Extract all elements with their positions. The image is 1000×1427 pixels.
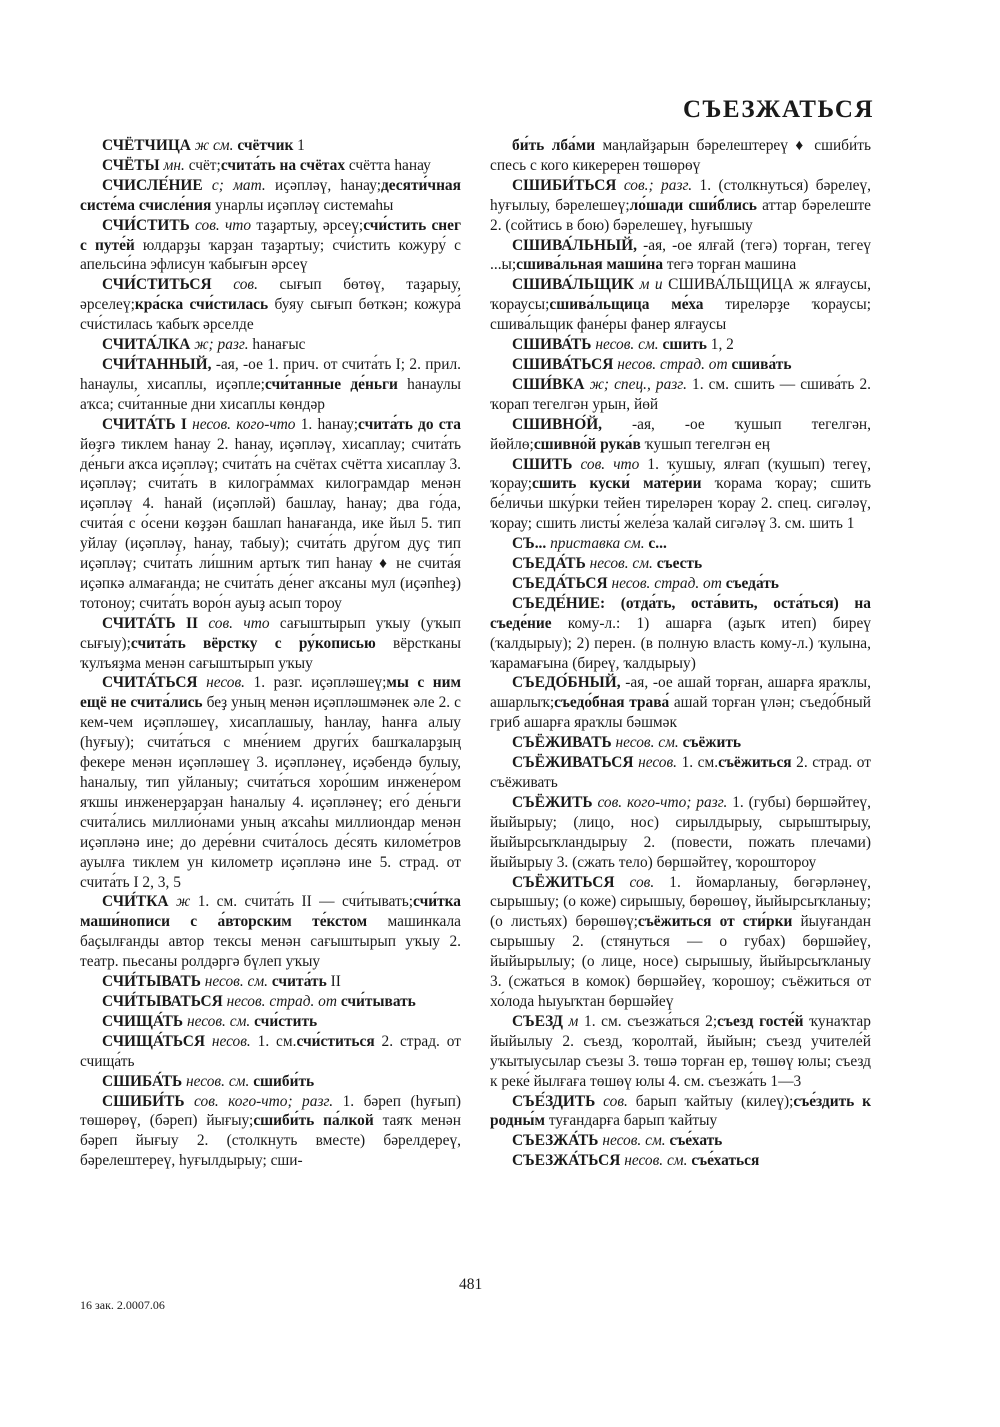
page-number: 481 <box>459 1276 483 1293</box>
dictionary-entry <box>80 972 461 992</box>
definition-tail: маңлайҙарын бәрелештереү ♦ сшиби́ть спесь с кого кикеререн төшөрөү <box>490 137 871 174</box>
example-phrase: съеда́ть <box>725 574 779 592</box>
dictionary-entry <box>80 614 461 674</box>
example-phrase: съесть <box>656 555 703 573</box>
dictionary-entry <box>80 892 461 972</box>
dictionary-entry <box>490 673 871 733</box>
grammar-label: мн. <box>163 156 185 174</box>
dictionary-entry <box>490 1131 871 1151</box>
definition-text: 1. бәреп (һуғып) төшөрөү, (бәреп) йығыу; <box>80 1092 461 1130</box>
headword: СЪЕЗЖА́ТЬСЯ <box>512 1152 621 1170</box>
definition-text: -ая, -ое ҡушып тегелгән, йөйлө; <box>490 415 871 453</box>
grammar-label: несов. см. <box>595 336 659 354</box>
dictionary-entry <box>490 574 871 594</box>
headword: СШИБА́ТЬ <box>102 1072 183 1090</box>
definition-tail: юлдарҙы ҡарҙан таҙартыу; счи́стить кожуру́ с апельси́на эфлисун ҡабығын әрсеү <box>80 236 461 274</box>
dictionary-entry <box>490 753 871 793</box>
headword: СЪЁЖИВАТЬСЯ <box>512 754 634 772</box>
example-phrase: сшить куски́ мате́рии <box>532 475 702 493</box>
example-phrase: съезд госте́й <box>717 1012 804 1030</box>
definition-tail: туғандарға барып ҡайтыу <box>544 1112 718 1130</box>
definition-tail: таяҡ менән бәреп йығыу 2. (столкнуть вместе) бәрелдереү, бәрелештереү, һуғылдырыу; сши- <box>80 1112 461 1170</box>
headword: СШИВНО́Й, <box>512 415 603 433</box>
example-phrase: сшиби́ть па́лкой <box>253 1112 374 1130</box>
headword: СЧИСЛЕ́НИЕ <box>102 176 203 194</box>
headword: СЪЁЖИВАТЬ <box>512 734 612 752</box>
headword: СШИБИ́ТЬСЯ <box>512 176 617 194</box>
example-phrase: сшива́льщица ме́ха <box>549 296 704 314</box>
definition-tail: йөҙгә тиклем һанау 2. һанау, иҫәпләү, хисаплау; счита́ть де́ньги аҡса иҫәпләү; счита́ть на счётах счётта хисаплау 3. иҫәпләү; счита́ть в килогра́ммах килограмдар менән иҫәпләү 4. һанай (иҫәпләй) башлау, һанау; два го́да, счита́я с о́сени көҙҙән башлап һанағанда, ике йыл 5. тип уйлау (иҫәпләү, һанау, табыу); счита́ть дру́гом дуҫ тип иҫәпләү; счита́ть ли́шним артыҡ тип һанау ♦ не счита́я иҫәпкә алмағанда; не счита́ть де́нег аҡсаны мул (иҫәпһеҙ) тотоноу; счита́ть воро́н ауыҙ асып тороу <box>80 435 461 612</box>
headword: СЪЕДА́ТЬСЯ <box>512 574 608 592</box>
grammar-label: сов. кого-что; разг. <box>597 793 728 811</box>
headword: СЧЁТЫ <box>102 156 160 174</box>
headword: СШИБИ́ТЬ <box>102 1092 185 1110</box>
headword: СЪЕЗД <box>512 1012 563 1030</box>
grammar-label: несов. страд. от <box>226 992 337 1010</box>
grammar-label: сов.; разг. <box>623 176 693 194</box>
definition-tail: счётта һанау <box>345 156 431 174</box>
example-phrase: счи́ститься <box>296 1032 375 1050</box>
definition-tail: тегә торған машина <box>663 256 797 274</box>
definition-tail: 2. страд. от съёживать <box>490 754 871 791</box>
headword: СЧИ́ТАННЫЙ, <box>102 355 212 373</box>
headword: СЪЕДЕ́НИЕ: <box>512 594 606 612</box>
grammar-label: несов. см. <box>204 973 269 991</box>
headword: СЧИТА́ТЬСЯ <box>102 674 198 692</box>
dictionary-entry <box>490 275 871 335</box>
dictionary-entry <box>80 1032 461 1072</box>
example-phrase: счи́танные де́ньги <box>264 375 398 393</box>
grammar-label: ж; спец., разг. <box>589 375 687 393</box>
definition-text: 1. (столкнуться) бәрелеү, һуғылыу, бәрелешеү; <box>490 176 871 214</box>
headword: СЧИЩА́ТЬСЯ <box>102 1032 205 1050</box>
dictionary-entry <box>80 355 461 415</box>
example-phrase: десяти́чная систе́ма счисле́ния <box>80 176 461 214</box>
example-phrase: съёжиться <box>718 754 792 772</box>
headword: СЧИТА́ТЬ II <box>102 614 199 632</box>
dictionary-entry <box>80 136 461 156</box>
dictionary-entry <box>80 156 461 176</box>
definition-text: таҙартыу, әрсеү; <box>256 216 364 234</box>
example-phrase: счита́ть вёрстку с ру́кописью <box>130 634 376 652</box>
definition-text: сағыштырып уҡыу (уҡып сығыу); <box>80 614 461 652</box>
definition-tail: ҡунаҡтар йыйылыу 2. съезд, ҡоролтай, йыйын; съезд учителе́й уҡытыусылар съезы 3. төшә торған ер, төшөү юлы; съезд к реке́ йылғаға төшөү юлы 4. см. съезжа́ть 1—3 <box>490 1012 871 1090</box>
example-phrase: съе́хать <box>669 1132 723 1150</box>
dictionary-entry <box>490 793 871 873</box>
example-phrase: би́ть лба́ми <box>512 137 596 154</box>
definition-tail: ҡушып тегелгән еӊ <box>640 435 770 453</box>
definition-text: иҫәпләү, һанау; <box>275 176 381 194</box>
grammar-label: сов. что <box>580 455 640 473</box>
grammar-label: несов. <box>638 754 677 772</box>
dictionary-entry <box>490 1151 871 1171</box>
definition-text: барып ҡайтыу (килеү); <box>635 1092 794 1110</box>
example-phrase: счи́тка маши́нописи с а́вторским те́кстом <box>80 893 462 931</box>
headword: СЪЁЖИТЬСЯ <box>512 873 615 891</box>
grammar-label: м <box>568 1012 579 1030</box>
example-phrase: (отда́ть, оста́вить, оста́ться) на съеде́ние <box>490 594 871 632</box>
example-phrase: съёжить <box>682 734 742 752</box>
example-phrase: съе́хаться <box>691 1152 760 1170</box>
headword: СЪЕ́ЗДИТЬ <box>512 1092 596 1110</box>
headword: СЪ... <box>512 535 547 553</box>
definition-text: -ая, -ое ашай торған, ашарға яраҡлы, ашарлыҡ; <box>490 674 871 712</box>
example-phrase: счи́стить снег с путе́й <box>80 216 461 254</box>
dictionary-entry <box>490 355 871 375</box>
grammar-label: несов. см. <box>624 1152 688 1170</box>
definition-text: -ая, -ое ялғай (тегә) торған, тегеү ...ы; <box>490 236 871 274</box>
definition-tail: кому-л.: 1) ашарға (аҙыҡ итеп) биреү (ҡалдырыу); 2) перен. (в полную власть кому-л.) ҡулына, ҡарамағына (биреү, ҡалдырыу) <box>490 614 871 672</box>
dictionary-entry <box>490 1012 871 1092</box>
example-phrase: счита́ть <box>271 973 327 991</box>
headword: СЧЁТЧИЦА <box>102 137 191 154</box>
grammar-label: м и <box>639 276 663 294</box>
grammar-label: с; мат. <box>211 176 266 194</box>
grammar-label: ж см. <box>194 137 234 154</box>
dictionary-entry <box>80 1092 461 1172</box>
example-phrase: с... <box>648 535 667 553</box>
grammar-label: несов. см. <box>186 1072 250 1090</box>
definition-tail: 1 <box>293 137 305 154</box>
dictionary-entry <box>490 236 871 276</box>
dictionary-entry <box>80 673 461 892</box>
definition-text: 1. см. счита́ть II — счи́тывать; <box>197 893 414 911</box>
definition-tail: ашай торған үлән; съедо́бный гриб ашарға яраҡлы бәшмәк <box>490 694 871 732</box>
definition-text: 1. см. <box>681 754 719 772</box>
definition-text: счёт; <box>188 156 221 174</box>
grammar-label: несов. см. <box>589 555 653 573</box>
headword: СШИВА́ЛЬЩИК <box>512 276 635 294</box>
example-phrase: кра́ска счи́стилась <box>134 296 269 314</box>
definition-tail: машинкала баҫылғанды автор тексы менән сағыштырып уҡыу 2. театр. пьесаны ролдәргә бүлеп уҡыу <box>80 913 462 971</box>
grammar-label: приставка см. <box>550 535 645 553</box>
definition-tail: тиреләрҙе ҡораусы; сшива́льщик фане́ры фанер ялғаусы <box>490 296 871 334</box>
headword: СШИВА́ТЬ <box>512 336 592 354</box>
definition-text: 1. (губы) бөршәйтеү, йыйырыу; (лицо, нос) сирылдырыу, сырыштырыу, йыйырсыҡландырыу 2. (повести, пожать плечами) йыйырыу 3. (сжать тело) бөршәйтеү, ҡороштороу <box>490 793 871 871</box>
definition-tail: йыуғандан сырышыу 2. (стянуться — о губах) бөршәйеү, йыйырылыу; (о лице, носе) сырышыу, йыйырсыҡланыу 3. (сжаться в комок) бөршәйеү, ҡорошоу; съёжиться от хо́лода һыуыҡтан бөршәйеү <box>490 913 871 1010</box>
headword: СЧИТА́ТЬ I <box>102 415 187 433</box>
definition-text: СШИВА́ЛЬЩИЦА ж ялғаусы, ҡораусы; <box>490 276 871 314</box>
grammar-label: несов. кого-что <box>192 415 296 433</box>
dictionary-entry <box>490 534 871 554</box>
print-code: 16 зак. 2.0007.06 <box>80 1298 165 1312</box>
dictionary-entry <box>490 1092 871 1132</box>
definition-text: 1. см. сшить — сшива́ть 2. ҡорап тегелгән урын, йөй <box>490 375 871 413</box>
definition-text: 1. см. <box>257 1032 297 1050</box>
dictionary-entry <box>80 992 461 1012</box>
headword: СШИ́ВКА <box>512 375 585 393</box>
headword: СЧИ́ТЫВАТЬСЯ <box>102 992 223 1010</box>
example-phrase: сшивно́й рука́в <box>533 435 641 453</box>
example-phrase: сшиби́ть <box>253 1072 315 1090</box>
dictionary-entry <box>490 594 871 674</box>
example-phrase: счита́ть до ста <box>358 415 461 433</box>
example-phrase: счи́тывать <box>340 992 416 1010</box>
definition-text: 1. йомарланыу, бөгәрләнеү, сырышыу; (о коже) сирышыу, бөрөшөү, йыйырсыҡланыу; (о листьях) бөрөшөү; <box>490 873 871 931</box>
dictionary-entry <box>80 176 461 216</box>
grammar-label: несов. см. <box>602 1132 666 1150</box>
definition-text: сығып бөтөү, таҙарыу, әрселеү; <box>80 276 461 314</box>
example-phrase: мы с ним ещё не счита́лись <box>80 674 461 712</box>
grammar-label: сов. что <box>195 216 252 234</box>
headword: СЧИ́ТЫВАТЬ <box>102 973 201 991</box>
grammar-label: сов. кого-что; разг. <box>194 1092 334 1110</box>
example-phrase: сшива́ть <box>731 355 792 373</box>
example-phrase: сшить <box>662 336 707 354</box>
dictionary-entry <box>490 873 871 1012</box>
definition-text: -ая, -ое 1. прич. от счита́ть I; 2. прил. һанаулы, хисаплы, иҫәпле; <box>80 355 461 393</box>
headword: СЧИТА́ЛКА <box>102 336 191 354</box>
grammar-label: несов. см. <box>186 1012 251 1030</box>
grammar-label: сов. <box>629 873 655 891</box>
headword: СЧИ́ТКА <box>102 893 169 911</box>
grammar-label: сов. что <box>208 614 270 632</box>
definition-tail: 1, 2 <box>706 336 734 354</box>
grammar-label: несов. страд. от <box>611 574 722 592</box>
definition-text: 1. ҡушыу, ялғап (ҡушып) тегеү, ҡорау; <box>490 455 871 493</box>
definition-text: һанағыс <box>252 336 306 354</box>
example-phrase: счётчик <box>237 137 294 154</box>
dictionary-entry <box>490 554 871 574</box>
grammar-label: несов. <box>211 1032 251 1050</box>
dictionary-entry <box>490 455 871 535</box>
dictionary-entry <box>490 375 871 415</box>
definition-tail: беҙ уның менән иҫәпләшмәнек әле 2. с кем-чем иҫәпләшеү, хисаплашыу, һанлау, һанға алыу (һуғыу); счита́ться с мне́нием други́х башҡаларҙың фекере менән иҫәпләшеү 3. иҫәпләнеү, иҫәбендә булыу, һаналыу, тип уйланыу; счита́ться хоро́шим инжене́ром яҡшы инженерҙарҙан һаналыу 4. иҫәпләнеү; его́ де́ньги счита́лись миллио́нами уның аҡсаһы миллиондар менән иҫәпләнә ине; до дере́вни счита́лось де́сять киломе́тров ауылға тиклем ун километр иҫәпләнә ине 5. страд. от счита́ть I 2, 3, 5 <box>80 694 462 891</box>
definition-tail: буяу сығып бөткән; кожура́ счи́стилась ҡабыҡ әрселде <box>80 296 461 334</box>
example-phrase: счита́ть на счётах <box>220 156 346 174</box>
running-head: СЪЕЗЖАТЬСЯ <box>683 96 874 123</box>
dictionary-entry <box>80 335 461 355</box>
grammar-label: ж <box>175 893 191 911</box>
headword: СЧИ́СТИТЬСЯ <box>102 276 212 294</box>
dictionary-entry <box>490 136 871 176</box>
grammar-label: несов. страд. от <box>617 355 728 373</box>
headword: СЪЕДА́ТЬ <box>512 555 586 573</box>
definition-tail: ҡорама ҡорау; сшить бе́личьи шку́рки тейен тиреләрен ҡорау 2. спец. сигәләү, ҡорау; сшить листы́ желе́за ҡалай сигәләү 3. см. шить 1 <box>490 475 871 533</box>
headword: СШИВА́ТЬСЯ <box>512 355 614 373</box>
dictionary-entry <box>80 1012 461 1032</box>
dictionary-entry <box>80 216 461 276</box>
headword: СЪЕДО́БНЫЙ, <box>512 674 621 692</box>
right-column <box>490 136 871 1171</box>
headword: СЪЁЖИТЬ <box>512 793 593 811</box>
grammar-label: сов. <box>233 276 258 294</box>
dictionary-entry <box>490 335 871 355</box>
grammar-label: ж; разг. <box>194 336 249 354</box>
headword: СШИТЬ <box>512 455 573 473</box>
definition-tail: II <box>326 973 341 991</box>
definition-tail: унарлы иҫәпләү системаһы <box>211 196 394 214</box>
dictionary-entry <box>80 415 461 614</box>
headword: СЧИ́СТИТЬ <box>102 216 190 234</box>
grammar-label: несов. <box>206 674 245 692</box>
headword: СШИВА́ЛЬНЫЙ, <box>512 236 637 254</box>
example-phrase: съе́здить к родны́м <box>490 1092 871 1130</box>
example-phrase: сшива́льная маши́на <box>516 256 664 274</box>
definition-tail: 2. страд. от счища́ть <box>80 1032 461 1070</box>
grammar-label: сов. <box>603 1092 628 1110</box>
dictionary-entry <box>490 415 871 455</box>
grammar-label: несов. см. <box>615 734 679 752</box>
definition-tail: һанаулы аҡса; счи́танные дни хисаплы көндәр <box>80 375 461 413</box>
definition-text: 1. см. съезжа́ться 2; <box>584 1012 718 1030</box>
headword: СЪЕЗЖА́ТЬ <box>512 1132 599 1150</box>
definition-tail: аттар бәрелеште 2. (сойтись в бою) бәрелешеү, һуғышыу <box>490 196 871 234</box>
definition-text: 1. һанау; <box>300 415 359 433</box>
headword: СЧИЩА́ТЬ <box>102 1012 184 1030</box>
dictionary-entry <box>490 176 871 236</box>
definition-text: 1. разг. иҫәпләшеү; <box>253 674 387 692</box>
example-phrase: счи́стить <box>254 1012 318 1030</box>
left-column <box>80 136 461 1171</box>
dictionary-entry <box>80 275 461 335</box>
example-phrase: съёжиться от сти́рки <box>637 913 793 931</box>
example-phrase: съедо́бная трава́ <box>554 694 670 712</box>
dictionary-entry <box>80 1072 461 1092</box>
dictionary-entry <box>490 733 871 753</box>
definition-tail: вёрстканы ҡулъяҙма менән сағыштырып уҡыу <box>80 634 461 672</box>
example-phrase: ло́шади сши́блись <box>629 196 757 214</box>
